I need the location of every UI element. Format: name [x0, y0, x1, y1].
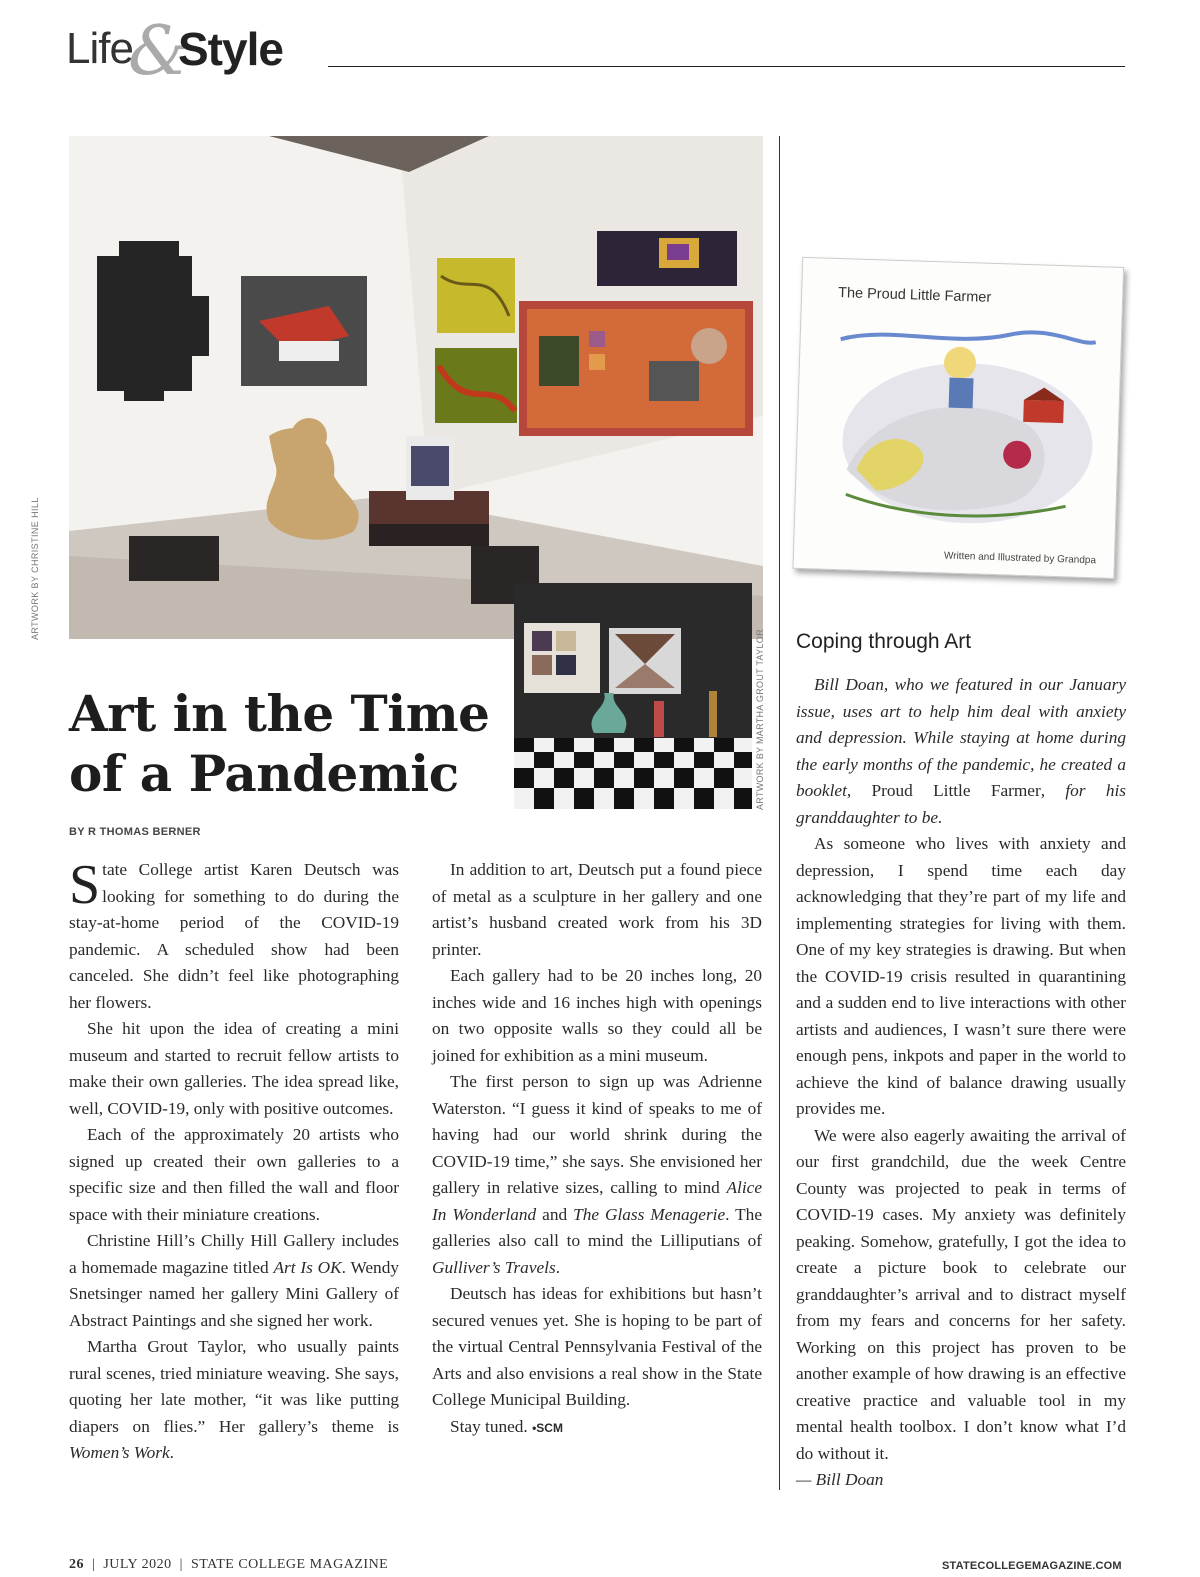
- masthead-style: Style: [178, 23, 283, 75]
- book-title: The Proud Little Farmer: [837, 285, 992, 306]
- book-footer-credit: Written and Illustrated by Grandpa: [943, 550, 1097, 567]
- magazine-name: STATE COLLEGE MAGAZINE: [190, 1557, 389, 1572]
- main-gallery-photo: [69, 136, 763, 639]
- paragraph: Each gallery had to be 20 inches long, 20 inches wide and 16 inches high with openings on two opposite walls so they could all be joined for exhibition as a mini museum.: [432, 966, 762, 1065]
- headline-line-1: Art in the Time: [69, 684, 490, 743]
- paragraph: In addition to art, Deutsch put a found piece of metal as a sculpture in her gallery and one artist’s husband created work from his 3D printer.: [432, 860, 762, 959]
- headline-line-2: of a Pandemic: [69, 744, 459, 803]
- column-divider: [779, 136, 780, 1490]
- sidebar-intro: Bill Doan, who we featured in our January issue, uses art to help him deal with anxiety and depression. While staying at home during the early months of the pandemic, he created a booklet, Proud Little Farmer, for his granddaughter to be.: [796, 675, 1126, 827]
- page-number: 26: [69, 1557, 84, 1572]
- book-cover-image: [792, 257, 1132, 597]
- book-illustration: [824, 319, 1101, 547]
- header-rule: [328, 66, 1125, 67]
- footer-folio: 26 | JULY 2020 | STATE COLLEGE MAGAZINE: [69, 1557, 389, 1572]
- issue-date: JULY 2020: [103, 1557, 172, 1572]
- paragraph: As someone who lives with anxiety and depression, I spend time each day acknowledging that they’re part of my life and implementing strategies for living with them. One of my key strategies is drawing. But when the COVID-19 crisis resulted in quarantining and a sudden end to live interactions with other artists and audiences, I wasn’t sure there were enough pens, inkpots and paper in the world to achieve the kind of balance drawing usually provides me.: [796, 834, 1126, 1118]
- masthead-ampersand: &: [128, 12, 189, 91]
- masthead-life: Life: [66, 24, 133, 73]
- sidebar-heading: Coping through Art: [796, 630, 972, 653]
- paragraph: Martha Grout Taylor, who usually paints rural scenes, tried miniature weaving. She says, quoting her late mother, “it was like putting diapers on flies.” Her gallery’s theme is Women’s Work.: [69, 1337, 399, 1462]
- byline: BY R THOMAS BERNER: [69, 826, 201, 838]
- paragraph: Deutsch has ideas for exhibitions but hasn’t secured venues yet. She is hoping to be part of the virtual Central Pennsylvania Festival of the Arts and also envisions a real show in the State College Municipal Building.: [432, 1284, 762, 1409]
- article-headline: [69, 684, 509, 804]
- end-mark: •SCM: [532, 1420, 563, 1435]
- paragraph: State College artist Karen Deutsch was looking for something to do during the stay-at-home period of the COVID-19 pandemic. A scheduled show had been canceled. She didn’t feel like photographing her flowers.: [69, 854, 399, 1012]
- sidebar-signature: — Bill Doan: [796, 1470, 884, 1489]
- main-photo-credit: ARTWORK BY CHRISTINE HILL: [30, 497, 40, 640]
- paragraph: Stay tuned. •SCM: [450, 1416, 563, 1436]
- paragraph: Each of the approximately 20 artists who signed up created their own galleries to a specific size and then filled the wall and floor space with their miniature creations.: [69, 1125, 399, 1224]
- paragraph: The first person to sign up was Adrienne Waterston. “I guess it kind of speaks to me of having had our world shrink during the COVID-19 time,” she says. She envisioned her gallery in relative sizes, calling to mind Alice In Wonderland and The Glass Menagerie. The galleries also call to mind the Lilliputians of Gulliver’s Travels.: [432, 1072, 762, 1277]
- footer-website: STATECOLLEGEMAGAZINE.COM: [942, 1560, 1122, 1572]
- sidebar-column: [796, 831, 1126, 1494]
- article-column-2: [432, 857, 762, 1441]
- drop-cap: S: [69, 854, 101, 916]
- gallery-illustration: [69, 136, 763, 639]
- paragraph: She hit upon the idea of creating a mini museum and started to recruit fellow artists to make their own galleries. The idea spread like, well, COVID-19, only with positive outcomes.: [69, 1019, 399, 1118]
- weaving-illustration: [514, 583, 752, 809]
- article-column-1: [69, 854, 399, 1467]
- paragraph: We were also eagerly awaiting the arrival of our first grandchild, due the week Centre County was projected to peak in terms of COVID-19 cases. My anxiety was definitely peaking. Somehow, gratefully, I got the idea to create a picture book to celebrate our granddaughter’s arrival and to distract myself from my fears and concerns for her safety. Working on this project has proven to be another example of how drawing is an effective creative practice and valuable tool in my mental health toolbox. I don’t know what I’d do without it.: [796, 1125, 1126, 1463]
- inset-weaving-photo: [514, 583, 752, 809]
- paragraph: Christine Hill’s Chilly Hill Gallery includes a homemade magazine titled Art Is OK. Wendy Snetsinger named her gallery Mini Gallery of Abstract Paintings and she signed her work.: [69, 1231, 399, 1330]
- inset-photo-credit: ARTWORK BY MARTHA GROUT TAYLOR: [755, 629, 765, 810]
